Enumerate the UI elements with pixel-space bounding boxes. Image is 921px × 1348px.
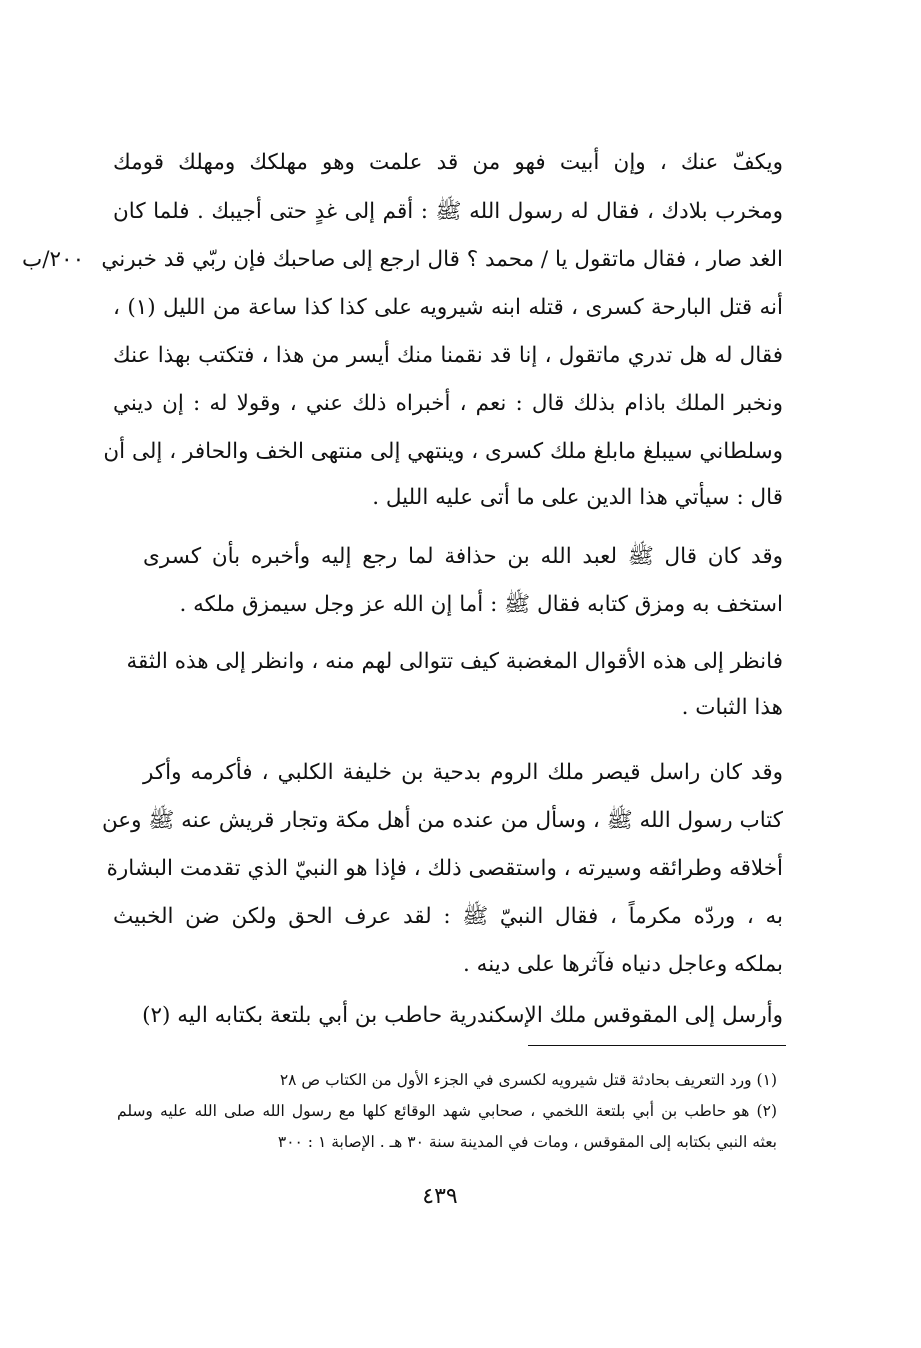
body-line: بملكه وعاجل دنياه فآثرها على دينه . [463,952,783,977]
footnote: بعثه النبي بكتابه إلى المقوقس ، ومات في المدينة سنة ٣٠ هـ . الإصابة ١ : ٣٠٠ [277,1133,777,1151]
body-line: وقد كان راسل قيصر ملك الروم بدحية بن خليفة الكلبي ، فأكرمه وأكر [143,760,783,785]
body-line: كتاب رسول الله ﷺ ، وسأل من عنده من أهل مكة وتجار قريش عنه ﷺ وعن [101,808,783,833]
body-line: الغد صار ، فقال ماتقول يا / محمد ؟ قال ارجع إلى صاحبك فإن ربّي قد خبرني [101,247,783,272]
body-line: هذا الثبات . [681,695,783,720]
body-line: فانظر إلى هذه الأقوال المغضبة كيف تتوالى لهم منه ، وانظر إلى هذه الثقة [126,649,783,674]
body-line: قال : سيأتي هذا الدين على ما أتى عليه الليل . [372,485,783,510]
body-line: ويكفّ عنك ، وإن أبيت فهو من قد علمت وهو مهلكك ومهلك قومك [113,150,783,175]
body-line: فقال له هل تدري ماتقول ، إنا قد نقمنا منك أيسر من هذا ، فتكتب بهذا عنك [113,343,783,368]
body-line: ونخبر الملك باذام بذلك قال : نعم ، أخبراه ذلك عني ، وقولا له : إن ديني [113,391,783,416]
body-line: استخف به ومزق كتابه فقال ﷺ : أما إن الله عز وجل سيمزق ملكه . [179,592,783,617]
footnote-divider [528,1045,786,1046]
body-line: ومخرب بلادك ، فقال له رسول الله ﷺ : أقم إلى غدٍ حتى أجيبك . فلما كان [113,199,783,224]
page-number: ٤٣٩ [422,1184,458,1209]
body-line: أخلاقه وطرائقه وسيرته ، واستقصى ذلك ، فإذا هو النبيّ الذي تقدمت البشارة [106,856,783,881]
body-line: وأرسل إلى المقوقس ملك الإسكندرية حاطب بن أبي بلتعة بكتابه اليه (٢) [142,1003,783,1028]
body-line: وسلطاني سيبلغ مابلغ ملك كسرى ، وينتهي إلى منتهى الخف والحافر ، إلى أن [103,439,783,464]
body-line: به ، وردّه مكرماً ، فقال النبيّ ﷺ : لقد عرف الحق ولكن ضن الخبيث [113,904,783,929]
body-line: أنه قتل البارحة كسرى ، قتله ابنه شيرويه على كذا كذا ساعة من الليل (١) ، [113,295,783,320]
footnote: (١) ورد التعريف بحادثة قتل شيرويه لكسرى في الجزء الأول من الكتاب ص ٢٨ [279,1071,777,1089]
margin-folio-note: ٢٠٠/ب [22,247,85,272]
body-line: وقد كان قال ﷺ لعبد الله بن حذافة لما رجع إليه وأخبره بأن كسرى [143,544,783,569]
footnote: (٢) هو حاطب بن أبي بلتعة اللخمي ، صحابي شهد الوقائع كلها مع رسول الله صلى الله عليه وسلم [117,1102,777,1120]
